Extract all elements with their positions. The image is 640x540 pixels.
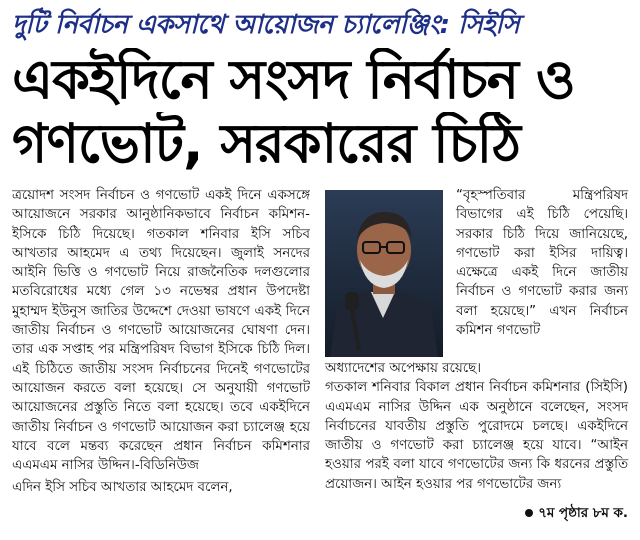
kicker-headline: দুটি নির্বাচন একসাথে আয়োজন চ্যালেঞ্জিং: সিইসি [12,10,520,40]
left-paragraph-2: এদিন ইসি সচিব আখতার আহমেদ বলেন, [12,480,233,496]
headline-line-1: একইদিনে সংসদ নির্বাচন ও [12,48,575,111]
headline-line-2: গণভোট, সরকারের চিঠি [12,112,520,175]
bullet-icon [525,509,533,517]
article-left-column [12,186,310,526]
speaker-photo-illustration [325,190,443,357]
right-continued-line: অধ্যাদেশের অপেক্ষায় রয়েছে। [325,361,482,376]
article-right-column-bottom [325,359,628,494]
article-right-column-top: “বৃহস্পতিবার মন্ত্রিপরিষদ বিভাগের এই চিঠি পেয়েছি। সরকার চিঠি দিয়ে জানিয়েছে, গণভোট করা ইসির দায়িত্ব। এক্ষেত্রে একই দিনে জাতীয় নির্বাচন ও গণভোট করার জন্য বলা হয়েছে।” এখন নির্বাচন কমিশন গণভোট [456,188,628,339]
left-paragraph-1: ত্রয়োদশ সংসদ নির্বাচন ও গণভোট একই দিনে একসঙ্গে আয়োজনে সরকার আনুষ্ঠানিকভাবে নির্বাচন কমিশন-ইসিকে চিঠি দিয়েছে। গতকাল শনিবার ইসি সচিব আখতার আহমেদ এ তথ্য দিয়েছেন। জুলাই সনদের আইনি ভিত্তি ও গণভোট নিয়ে রাজনৈতিক দলগুলোর মতবিরোধের মধ্যে গেল ১৩ নভেম্বর প্রধান উপদেষ্টা মুহাম্মদ ইউনুস জাতির উদ্দেশে দেওয়া ভাষণে একই দিনে জাতীয় নির্বাচন ও গণভোট আয়োজনের ঘোষণা দেন। তার এক সপ্তাহ পর মন্ত্রিপরিষদ বিভাগ ইসিকে চিঠি দিল। এই চিঠিতে জাতীয় সংসদ নির্বাচনের দিনেই গণভোটের আয়োজন করতে বলা হয়েছে। সে অনুযায়ী গণভোট আয়োজনের প্রস্তুতি নিতে বলা হয়েছে। তবে একইদিনে জাতীয় নির্বাচন ও গণভোট আয়োজন করা চ্যালেঞ্জ হয়ে যাবে বলে মন্তব্য করেছেন প্রধান নির্বাচন কমিশনার এএমএম নাসির উদ্দিন।-বিডিনিউজ [12,188,310,474]
continuation-text: ৭ম পৃষ্ঠার ৮ম ক. [538,506,628,521]
main-headline [12,48,632,176]
continuation-note [525,503,628,525]
speaker-photo [325,190,443,357]
right-paragraph-2: গতকাল শনিবার বিকাল প্রধান নির্বাচন কমিশনার (সিইসি) এএমএম নাসির উদ্দিন এক অনুষ্ঠানে বলেছেন, সংসদ নির্বাচনের যাবতীয় প্রস্তুতি পুরোদমে চলছে। একইদিনে জাতীয় ও গণভোট করা চ্যালেঞ্জ হয়ে যাবে। “আইন হওয়ার পরই বলা যাবে গণভোটের জন্য কি ধরনের প্রস্তুতি প্রয়োজন। আইন হওয়ার পর গণভোটের জন্য [325,380,628,492]
